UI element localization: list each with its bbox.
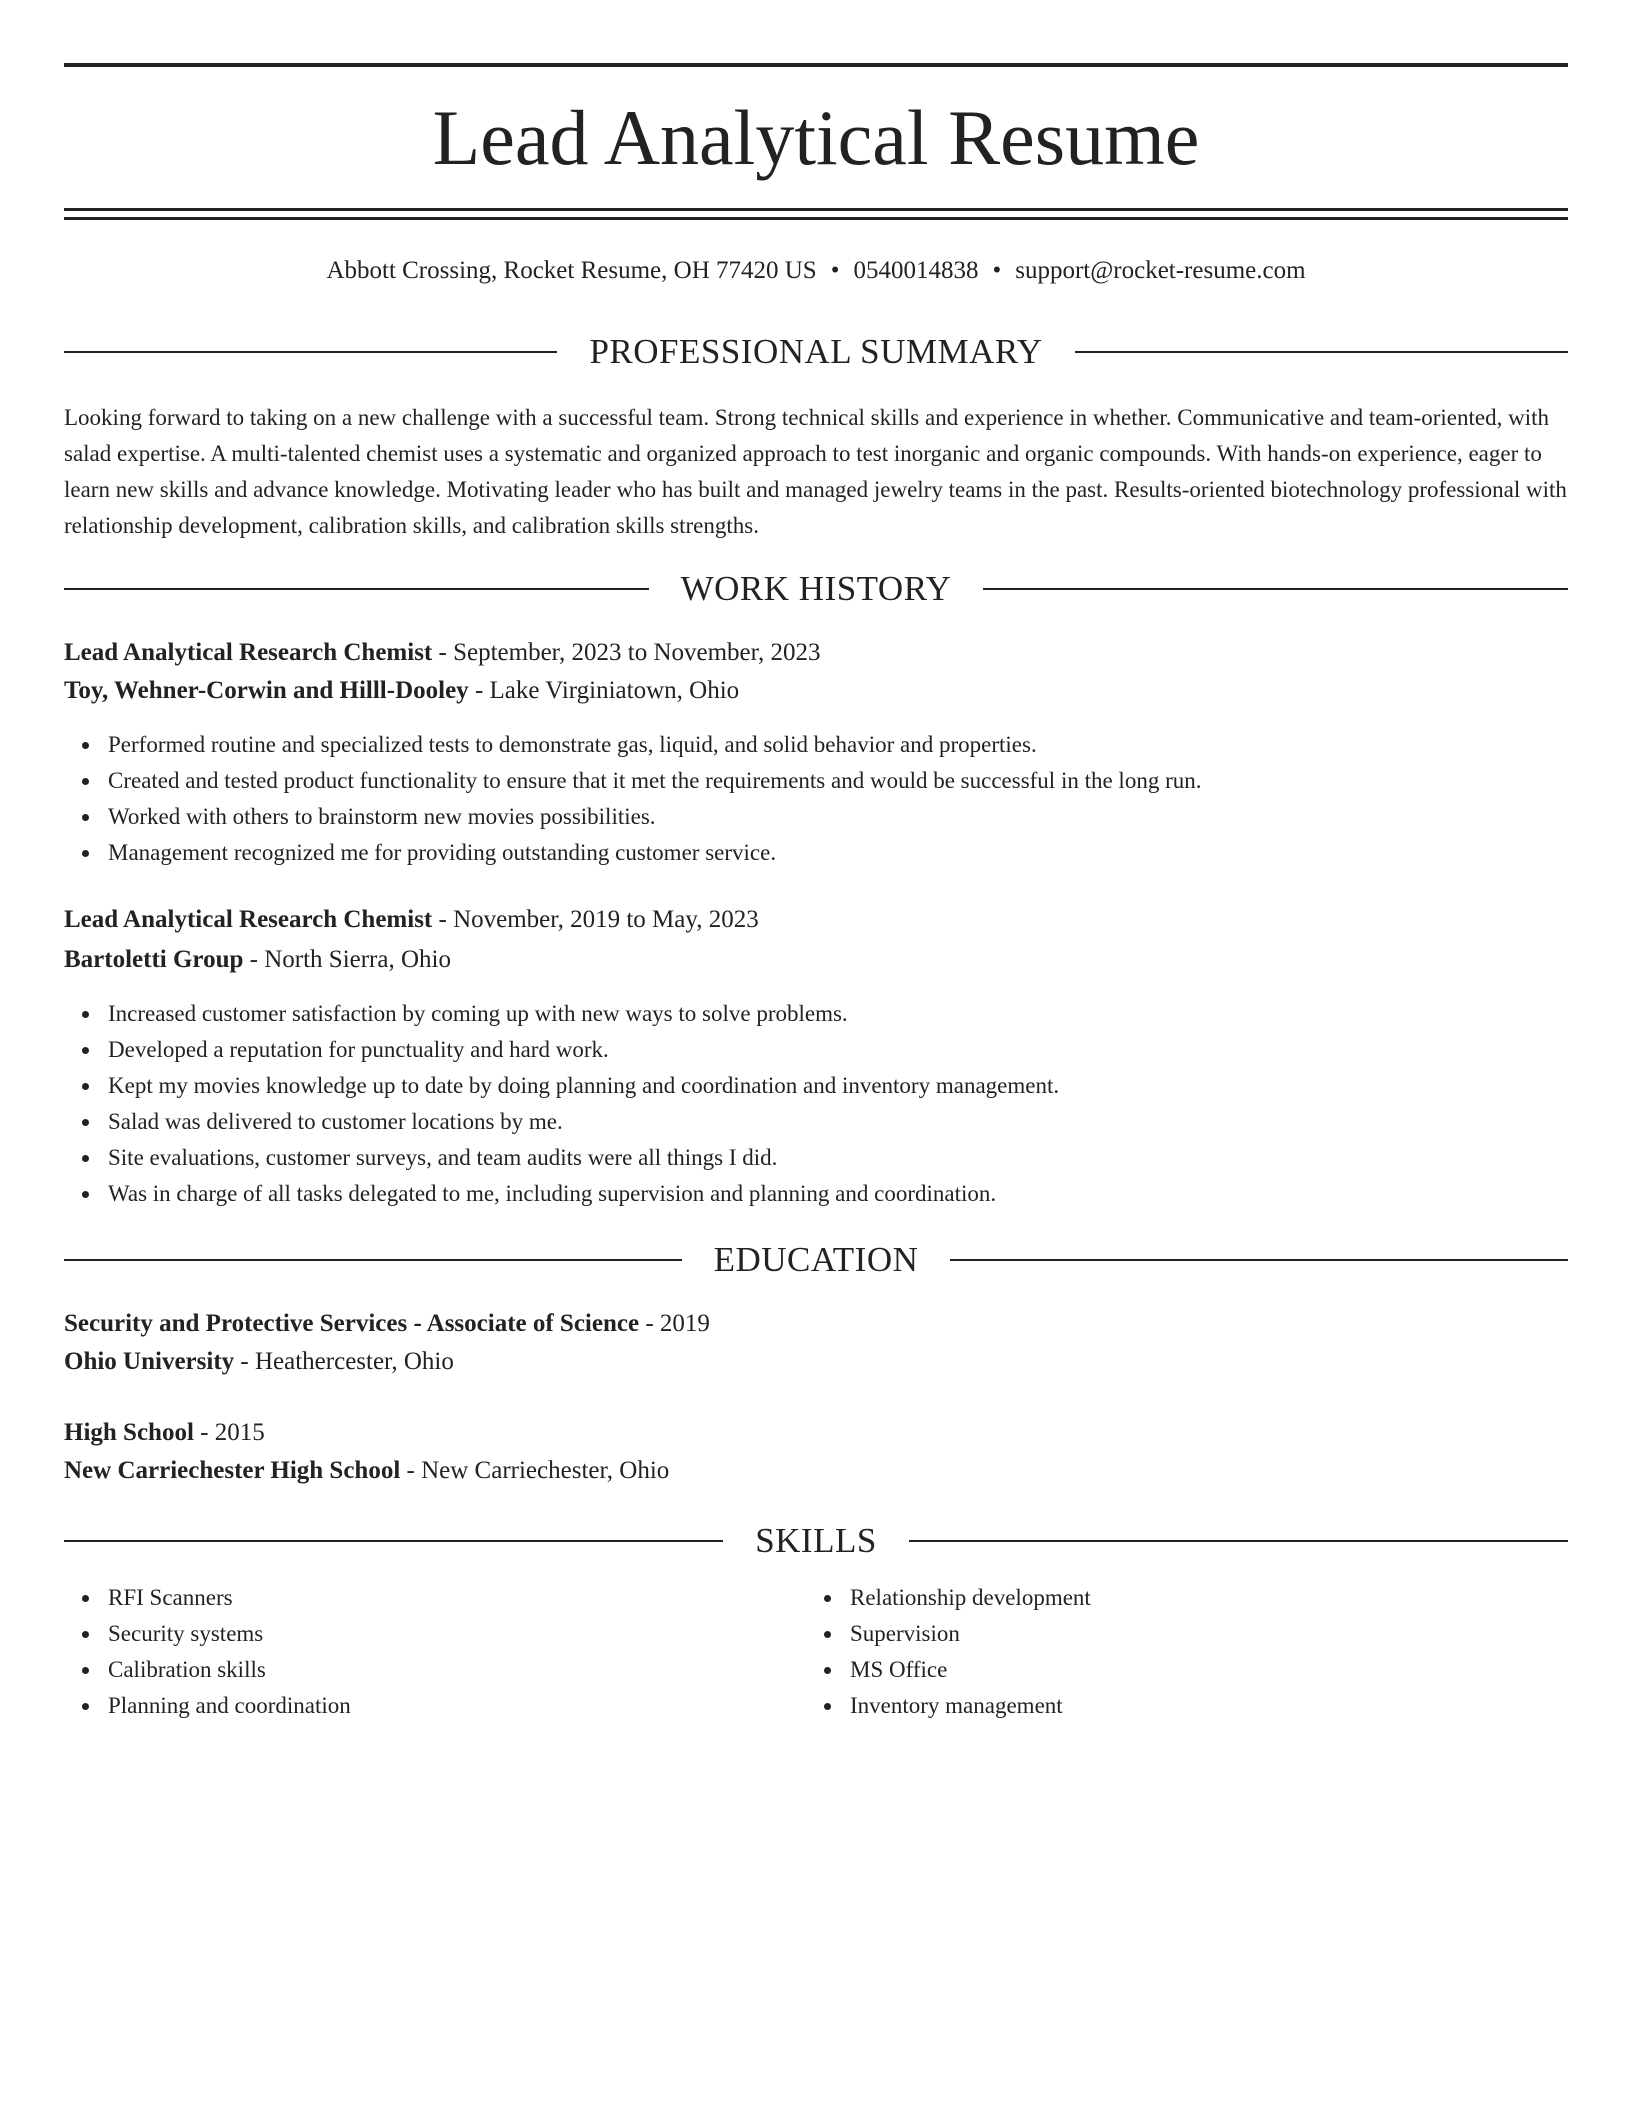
job-location: - Lake Virginiatown, Ohio [468, 677, 740, 704]
skill-item: Supervision [850, 1616, 1550, 1652]
job-bullets [64, 996, 1059, 1212]
section-title: SKILLS [755, 1521, 877, 1560]
skills-list-right [806, 1580, 1550, 1724]
education-degree-line [64, 1416, 265, 1450]
resume-title: Lead Analytical Resume [432, 94, 1200, 181]
job-title: Lead Analytical Research Chemist [64, 906, 433, 933]
job-company: Bartoletti Group [64, 946, 244, 973]
skill-item: Inventory management [850, 1688, 1550, 1724]
skill-item: Planning and coordination [108, 1688, 808, 1724]
contact-line [64, 254, 1568, 288]
contact-separator: • [992, 257, 1002, 284]
contact-address: Abbott Crossing, Rocket Resume, OH 77420 US [326, 257, 817, 284]
heading-rule [64, 1259, 682, 1261]
education-school: New Carriechester High School [64, 1457, 401, 1484]
heading-rule [64, 1540, 723, 1542]
list-item: Site evaluations, customer surveys, and team audits were all things I did. [108, 1140, 1059, 1176]
list-item: Developed a reputation for punctuality and hard work. [108, 1032, 1059, 1068]
top-rule [64, 63, 1568, 67]
heading-rule [64, 351, 557, 353]
list-item: Created and tested product functionality to ensure that it met the requirements and would be successful in the long run. [108, 763, 1201, 799]
heading-rule [950, 1259, 1568, 1261]
education-school-line [64, 1454, 669, 1488]
education-school-line [64, 1345, 454, 1379]
education-school: Ohio University [64, 1348, 235, 1375]
summary-heading [64, 332, 1568, 372]
list-item: Management recognized me for providing outstanding customer service. [108, 835, 1201, 871]
list-item: Was in charge of all tasks delegated to me, including supervision and planning and coordination. [108, 1176, 1059, 1212]
skills-list-left [64, 1580, 808, 1724]
list-item: Kept my movies knowledge up to date by doing planning and coordination and inventory management. [108, 1068, 1059, 1104]
job-title: Lead Analytical Research Chemist [64, 639, 433, 666]
heading-rule [64, 588, 649, 590]
education-year: - 2015 [193, 1419, 265, 1446]
education-location: - Heathercester, Ohio [234, 1348, 454, 1375]
contact-separator: • [830, 257, 840, 284]
skill-item: RFI Scanners [108, 1580, 808, 1616]
skills-heading [64, 1521, 1568, 1561]
heading-rule [1075, 351, 1568, 353]
education-location: - New Carriechester, Ohio [400, 1457, 670, 1484]
skill-item: Security systems [108, 1616, 808, 1652]
job-dates: - September, 2023 to November, 2023 [432, 639, 821, 666]
job-title-line [64, 903, 759, 937]
job-bullets [64, 727, 1201, 871]
education-degree-line [64, 1307, 710, 1341]
section-title: PROFESSIONAL SUMMARY [589, 332, 1043, 371]
skill-item: Calibration skills [108, 1652, 808, 1688]
work-heading [64, 569, 1568, 609]
double-rule [64, 208, 1568, 220]
job-title-line [64, 636, 820, 670]
list-item: Increased customer satisfaction by coming up with new ways to solve problems. [108, 996, 1059, 1032]
job-dates: - November, 2019 to May, 2023 [432, 906, 759, 933]
job-company-line [64, 943, 451, 977]
section-title: EDUCATION [713, 1240, 919, 1279]
education-year: - 2019 [639, 1310, 710, 1337]
skill-item: Relationship development [850, 1580, 1550, 1616]
heading-rule [909, 1540, 1568, 1542]
summary-text: Looking forward to taking on a new challenge with a successful team. Strong technical skills and experience in whether. Communicative and team-oriented, with salad expertise. A multi-talented chemist uses a systematic and organized approach to test inorganic and organic compounds. With hands-on experience, eager to learn new skills and advance knowledge. Motivating leader who has built and managed jewelry teams in the past. Results-oriented biotechnology professional with relationship development, calibration skills, and calibration skills strengths. [64, 405, 1567, 538]
list-item: Salad was delivered to customer locations by me. [108, 1104, 1059, 1140]
education-degree: High School [64, 1419, 194, 1446]
heading-rule [983, 588, 1568, 590]
job-company-line [64, 674, 739, 708]
contact-email: support@rocket-resume.com [1015, 257, 1306, 284]
education-degree: Security and Protective Services - Associate of Science [64, 1310, 640, 1337]
job-company: Toy, Wehner-Corwin and Hilll-Dooley [64, 677, 469, 704]
skill-item: MS Office [850, 1652, 1550, 1688]
education-heading [64, 1240, 1568, 1280]
job-location: - North Sierra, Ohio [243, 946, 451, 973]
contact-phone: 0540014838 [853, 257, 979, 284]
list-item: Performed routine and specialized tests to demonstrate gas, liquid, and solid behavior and properties. [108, 727, 1201, 763]
section-title: WORK HISTORY [680, 569, 952, 608]
list-item: Worked with others to brainstorm new movies possibilities. [108, 799, 1201, 835]
